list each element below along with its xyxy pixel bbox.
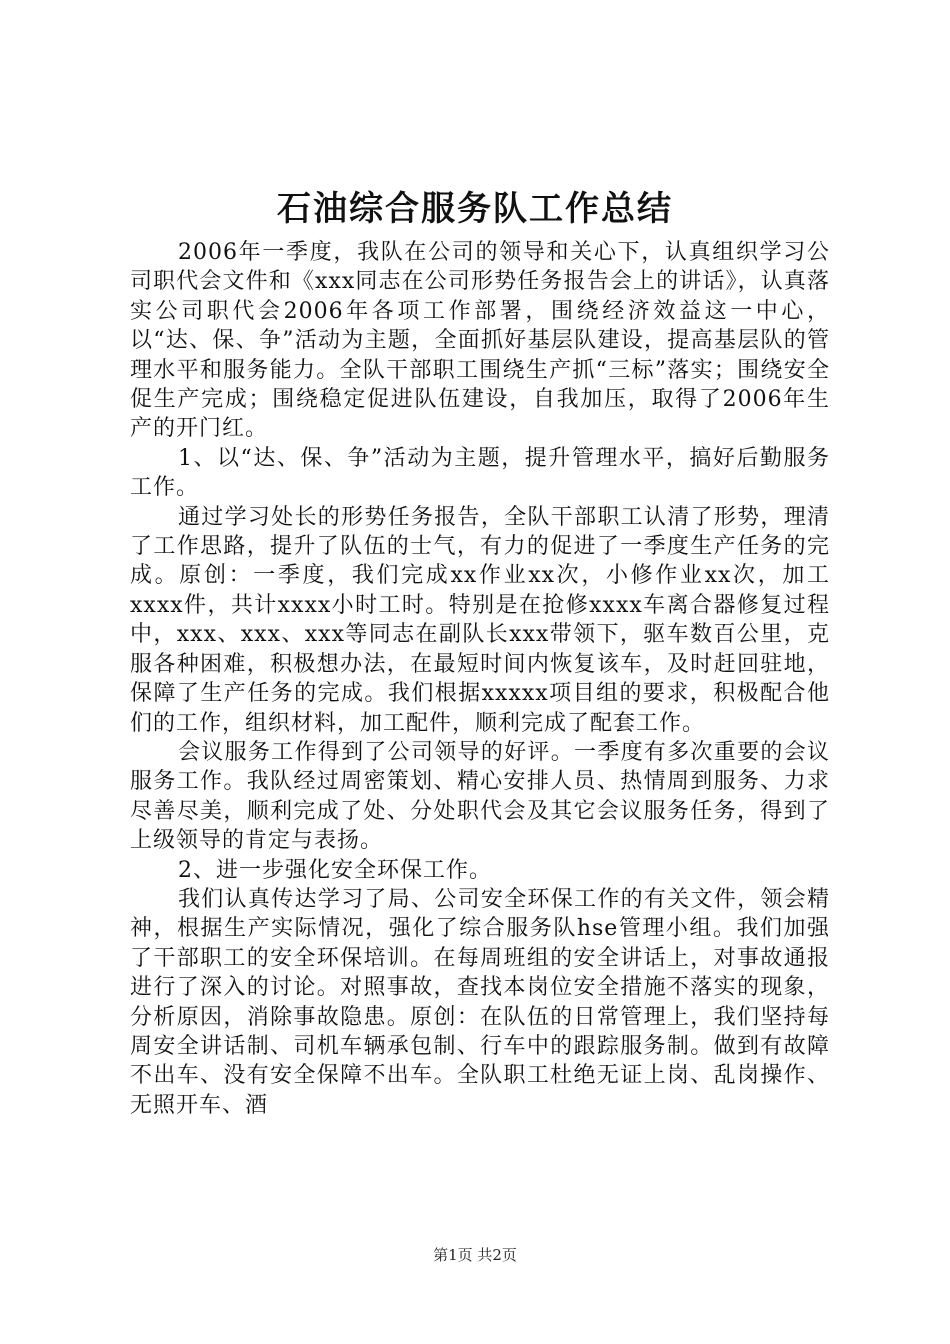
document-body [130, 238, 830, 1120]
paragraph: 通过学习处长的形势任务报告，全队干部职工认清了形势，理清了工作思路，提升了队伍的士气，有力的促进了一季度生产任务的完成。原创：一季度，我们完成xx作业xx次，小修作业xx次，加工xxxx件，共计xxxx小时工时。特别是在抢修xxxx车离合器修复过程中，xxx、xxx、xxx等同志在副队长xxx带领下，驱车数百公里，克服各种困难，积极想办法，在最短时间内恢复该车，及时赶回驻地，保障了生产任务的完成。我们根据xxxxx项目组的要求，积极配合他们的工作，组织材料，加工配件，顺利完成了配套工作。 [130, 504, 830, 736]
paragraph: 会议服务工作得到了公司领导的好评。一季度有多次重要的会议服务工作。我队经过周密策划、精心安排人员、热情周到服务、力求尽善尽美，顺利完成了处、分处职代会及其它会议服务任务，得到了上级领导的肯定与表扬。 [130, 739, 830, 854]
section-heading: 1、以“达、保、争”活动为主题，提升管理水平，搞好后勤服务工作。 [130, 445, 830, 501]
paragraph: 2006年一季度，我队在公司的领导和关心下，认真组织学习公司职代会文件和《xxx同志在公司形势任务报告会上的讲话》，认真落实公司职代会2006年各项工作部署，围绕经济效益这一中心，以“达、保、争”活动为主题，全面抓好基层队建设，提高基层队的管理水平和服务能力。全队干部职工围绕生产抓“三标”落实；围绕安全促生产完成；围绕稳定促进队伍建设，自我加压，取得了2006年生产的开门红。 [130, 240, 830, 442]
paragraph: 我们认真传达学习了局、公司安全环保工作的有关文件，领会精神，根据生产实际情况，强化了综合服务队hse管理小组。我们加强了干部职工的安全环保培训。在每周班组的安全讲话上，对事故通报进行了深入的讨论。对照事故，查找本岗位安全措施不落实的现象，分析原因，消除事故隐患。原创：在队伍的日常管理上，我们坚持每周安全讲话制、司机车辆承包制、行车中的跟踪服务制。做到有故障不出车、没有安全保障不出车。全队职工杜绝无证上岗、乱岗操作、无照开车、酒 [130, 886, 830, 1118]
document-title: 石油综合服务队工作总结 [277, 189, 673, 229]
page-footer: 第1页 共2页 [433, 1246, 517, 1264]
section-heading: 2、进一步强化安全环保工作。 [178, 857, 492, 883]
